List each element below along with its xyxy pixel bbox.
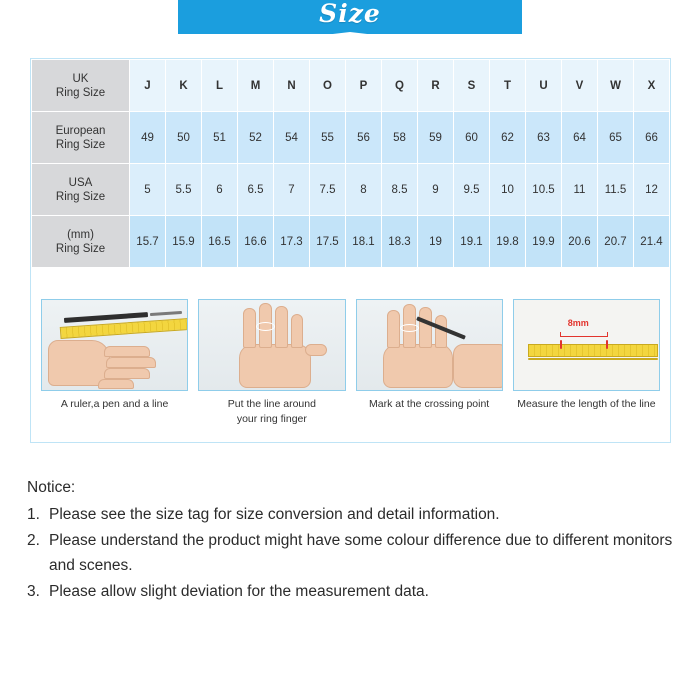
- table-cell: 16.5: [202, 216, 238, 268]
- table-cell: 56: [346, 112, 382, 164]
- step-1: [41, 299, 188, 427]
- list-item: [27, 528, 677, 578]
- row-header-line1: European: [55, 124, 106, 137]
- row-header-line2: Ring Size: [55, 86, 106, 99]
- page-title: Size: [319, 0, 381, 28]
- table-cell: 50: [166, 112, 202, 164]
- table-cell: Q: [382, 60, 418, 112]
- table-cell: X: [634, 60, 670, 112]
- table-cell: 58: [382, 112, 418, 164]
- table-cell: 5.5: [166, 164, 202, 216]
- notice-block: [27, 475, 677, 605]
- table-cell: 20.6: [562, 216, 598, 268]
- table-cell: 17.3: [274, 216, 310, 268]
- list-item: [27, 579, 677, 604]
- notice-list: [27, 502, 677, 604]
- table-cell: 52: [238, 112, 274, 164]
- notice-item-text: Please understand the product might have some colour difference due to different monitors and scenes.: [49, 532, 673, 574]
- hand-with-pen-icon: [356, 299, 503, 391]
- table-cell: 6: [202, 164, 238, 216]
- row-header-line1: USA: [68, 176, 93, 189]
- step-3-caption: Mark at the crossing point: [369, 398, 490, 410]
- row-header-line2: Ring Size: [55, 138, 106, 151]
- row-header-usa: [32, 164, 130, 216]
- notice-item-number: 3.: [27, 583, 40, 600]
- table-cell: 59: [418, 112, 454, 164]
- measure-steps: [41, 299, 660, 427]
- table-cell: 51: [202, 112, 238, 164]
- table-cell: 10: [490, 164, 526, 216]
- row-header-line1: UK: [72, 72, 89, 85]
- table-cell: L: [202, 60, 238, 112]
- table-cell: 8.5: [382, 164, 418, 216]
- table-cell: 10.5: [526, 164, 562, 216]
- table-cell: 12: [634, 164, 670, 216]
- table-cell: 18.1: [346, 216, 382, 268]
- ruler-measure-icon: [513, 299, 660, 391]
- table-cell: 20.7: [598, 216, 634, 268]
- measurement-label: 8mm: [567, 318, 589, 328]
- table-cell: 7.5: [310, 164, 346, 216]
- table-cell: 49: [130, 112, 166, 164]
- step-2-caption-line1: Put the line around: [227, 398, 316, 410]
- row-header-line1: (mm): [67, 228, 94, 241]
- hand-with-ruler-icon: [41, 299, 188, 391]
- table-cell: 16.6: [238, 216, 274, 268]
- table-cell: 5: [130, 164, 166, 216]
- table-cell: 6.5: [238, 164, 274, 216]
- table-cell: O: [310, 60, 346, 112]
- step-4-caption: Measure the length of the line: [517, 398, 656, 410]
- notice-title: Notice:: [27, 479, 76, 496]
- table-cell: N: [274, 60, 310, 112]
- size-chart-card: [30, 58, 671, 443]
- table-cell: V: [562, 60, 598, 112]
- table-cell: 60: [454, 112, 490, 164]
- table-cell: 18.3: [382, 216, 418, 268]
- table-cell: M: [238, 60, 274, 112]
- table-cell: S: [454, 60, 490, 112]
- table-cell: 9.5: [454, 164, 490, 216]
- table-cell: K: [166, 60, 202, 112]
- step-4: [513, 299, 660, 427]
- step-2-caption-line2: your ring finger: [236, 413, 307, 425]
- table-cell: 11.5: [598, 164, 634, 216]
- row-header-line2: Ring Size: [55, 242, 106, 255]
- table-cell: 8: [346, 164, 382, 216]
- table-cell: 19.8: [490, 216, 526, 268]
- row-header-uk: [32, 60, 130, 112]
- table-row: [32, 164, 670, 216]
- list-item: [27, 502, 677, 527]
- table-row: [32, 60, 670, 112]
- notice-item-text: Please see the size tag for size conversion and detail information.: [49, 506, 500, 523]
- notice-item-number: 1.: [27, 506, 40, 523]
- table-cell: W: [598, 60, 634, 112]
- notice-item-text: Please allow slight deviation for the measurement data.: [49, 583, 429, 600]
- row-header-line2: Ring Size: [55, 190, 106, 203]
- table-cell: 62: [490, 112, 526, 164]
- step-2-caption: [198, 397, 345, 427]
- table-cell: 19.1: [454, 216, 490, 268]
- table-cell: 17.5: [310, 216, 346, 268]
- hand-with-thread-icon: [198, 299, 345, 391]
- step-3: [356, 299, 503, 427]
- table-cell: T: [490, 60, 526, 112]
- table-cell: 64: [562, 112, 598, 164]
- row-header-european: [32, 112, 130, 164]
- table-cell: 55: [310, 112, 346, 164]
- table-cell: P: [346, 60, 382, 112]
- ring-size-table: [31, 59, 670, 268]
- step-1-caption: A ruler,a pen and a line: [60, 398, 169, 410]
- step-2: [198, 299, 345, 427]
- table-cell: 7: [274, 164, 310, 216]
- banner: [0, 0, 700, 34]
- table-cell: 15.9: [166, 216, 202, 268]
- table-cell: 19.9: [526, 216, 562, 268]
- row-header-mm: [32, 216, 130, 268]
- table-cell: 19: [418, 216, 454, 268]
- table-cell: U: [526, 60, 562, 112]
- table-cell: 54: [274, 112, 310, 164]
- table-cell: 66: [634, 112, 670, 164]
- table-row: [32, 112, 670, 164]
- table-row: [32, 216, 670, 268]
- table-cell: 21.4: [634, 216, 670, 268]
- table-cell: R: [418, 60, 454, 112]
- table-cell: J: [130, 60, 166, 112]
- table-cell: 63: [526, 112, 562, 164]
- notice-item-number: 2.: [27, 532, 40, 549]
- table-cell: 65: [598, 112, 634, 164]
- table-cell: 9: [418, 164, 454, 216]
- table-cell: 11: [562, 164, 598, 216]
- table-cell: 15.7: [130, 216, 166, 268]
